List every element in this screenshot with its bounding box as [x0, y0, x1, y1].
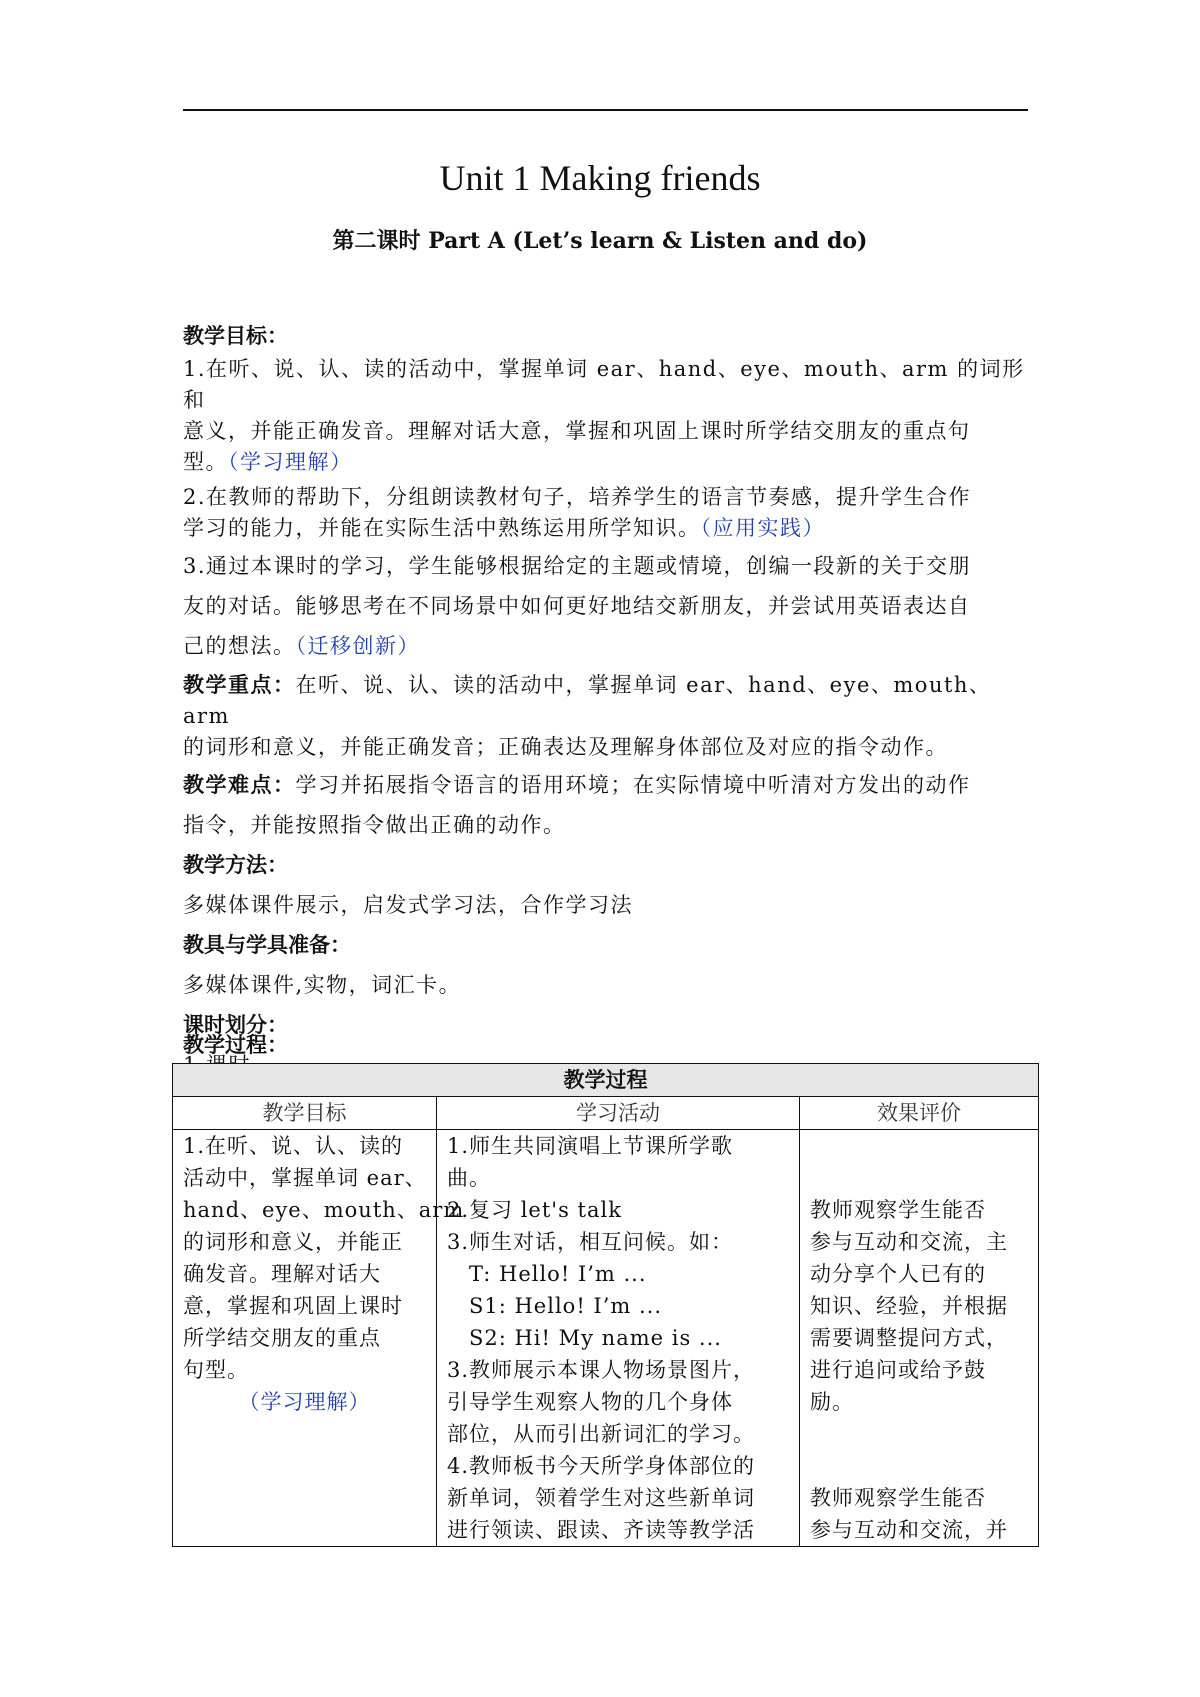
goal-3-line-3	[183, 626, 1028, 666]
goal-cell	[173, 1130, 465, 1547]
key-points-heading: 教学重点：	[183, 673, 296, 697]
goal-cell-line: 所学结交朋友的重点	[183, 1326, 381, 1350]
process-table-title: 教学过程	[173, 1064, 1039, 1097]
difficulties-heading: 教学难点：	[183, 773, 296, 797]
eval-line: 动分享个人已有的	[810, 1262, 986, 1286]
header-rule	[183, 109, 1028, 111]
tools-heading: 教具与学具准备：	[183, 933, 351, 957]
goal-cell-line: 1.在听、说、认、读的	[183, 1134, 404, 1158]
key-points-line-1	[183, 670, 1028, 732]
goal-1-line-3	[183, 447, 1028, 478]
lesson-body	[183, 318, 1028, 1085]
col-head-eval: 效果评价	[800, 1097, 1039, 1130]
activity-line: 3.教师展示本课人物场景图片，	[447, 1358, 756, 1382]
goal-cell-line: 句型。	[183, 1358, 249, 1382]
activity-line: 2.复习 let's talk	[447, 1198, 622, 1222]
eval-cell	[800, 1130, 1039, 1547]
col-head-goal: 教学目标	[173, 1097, 437, 1130]
eval-line: 参与互动和交流，主	[810, 1230, 1008, 1254]
goal-1-line-3-text: 型。	[183, 450, 228, 474]
goal-3-line-1: 3.通过本课时的学习，学生能够根据给定的主题或情境，创编一段新的关于交朋	[183, 554, 972, 578]
goal-2-tag: （应用实践）	[700, 516, 825, 540]
col-head-activity: 学习活动	[437, 1097, 800, 1130]
difficulties-line-1	[183, 765, 1028, 805]
goal-3-tag: （迁移创新）	[295, 634, 420, 658]
methods-text: 多媒体课件展示，启发式学习法，合作学习法	[183, 893, 633, 917]
goal-cell-line: hand、eye、mouth、arm	[183, 1198, 465, 1222]
key-points	[183, 670, 1028, 763]
process-table	[172, 1063, 1039, 1547]
activity-line: 4.教师板书今天所学身体部位的	[447, 1454, 756, 1478]
eval-line: 教师观察学生能否	[810, 1198, 986, 1222]
eval-line: 教师观察学生能否	[810, 1486, 986, 1510]
goal-2-line-1: 2.在教师的帮助下，分组朗读教材句子，培养学生的语言节奏感，提升学生合作	[183, 485, 972, 509]
goal-cell-line: 意，掌握和巩固上课时	[183, 1294, 403, 1318]
activity-line: S2: Hi! My name is ...	[469, 1326, 722, 1350]
tools-text: 多媒体课件,实物，词汇卡。	[183, 973, 462, 997]
goal-item-3	[183, 546, 1028, 666]
eval-line: 进行追问或给予鼓	[810, 1358, 986, 1382]
goal-item-2	[183, 482, 1028, 544]
page-title: Unit 1 Making friends	[439, 158, 761, 198]
key-points-line-2: 的词形和意义，并能正确发音；正确表达及理解身体部位及对应的指令动作。	[183, 735, 948, 759]
activity-line: T: Hello! I’m ...	[469, 1262, 647, 1286]
goal-1-line-1: 1.在听、说、认、读的活动中，掌握单词 ear、hand、eye、mouth、arm 的词形和	[183, 357, 1025, 412]
activity-line: 引导学生观察人物的几个身体	[447, 1390, 733, 1414]
methods-heading: 教学方法：	[183, 853, 288, 877]
goal-1-tag: （学习理解）	[228, 450, 353, 474]
goal-1-line-2: 意义，并能正确发音。理解对话大意，掌握和巩固上课时所学结交朋友的重点句	[183, 419, 971, 443]
page-subtitle: 第二课时 Part A (Let’s learn & Listen and do)	[332, 228, 868, 254]
goal-item-1	[183, 354, 1028, 478]
activity-line: 进行领读、跟读、齐读等教学活	[447, 1518, 755, 1542]
goal-cell-line: 活动中，掌握单词 ear、	[183, 1166, 427, 1190]
goal-cell-line: 的词形和意义，并能正	[183, 1230, 403, 1254]
activity-line: S1: Hello! I’m ...	[469, 1294, 663, 1318]
activity-line: 部位，从而引出新词汇的学习。	[447, 1422, 755, 1446]
difficulties-line-1-text: 学习并拓展指令语言的语用环境；在实际情境中听清对方发出的动作	[295, 773, 971, 797]
eval-line: 知识、经验，并根据	[810, 1294, 1008, 1318]
difficulties-line-2: 指令，并能按照指令做出正确的动作。	[183, 813, 566, 837]
activity-line: 3.师生对话，相互问候。如：	[447, 1230, 734, 1254]
process-heading: 教学过程：	[183, 1033, 288, 1057]
goal-3-line-2: 友的对话。能够思考在不同场景中如何更好地结交新朋友，并尝试用英语表达自	[183, 594, 971, 618]
goal-cell-tag: （学习理解）	[238, 1390, 371, 1414]
tools	[183, 925, 1028, 1005]
activity-line: 1.师生共同演唱上节课所学歌	[447, 1134, 734, 1158]
eval-line: 需要调整提问方式，	[810, 1326, 1008, 1350]
methods	[183, 845, 1028, 925]
goal-2-line-2	[183, 513, 1028, 544]
key-points-line-1-text: 在听、说、认、读的活动中，掌握单词 ear、hand、eye、mouth、arm	[183, 673, 992, 728]
eval-line: 参与互动和交流，并	[810, 1518, 1008, 1542]
difficulties	[183, 765, 1028, 845]
eval-line: 励。	[810, 1390, 854, 1414]
goal-cell-line: 确发音。理解对话大	[183, 1262, 381, 1286]
goal-3-line-3-text: 己的想法。	[183, 634, 296, 658]
goals-heading: 教学目标：	[183, 324, 288, 348]
hours-heading: 课时划分：	[183, 1013, 288, 1037]
table-row	[173, 1130, 1039, 1547]
activity-cell	[437, 1130, 800, 1547]
activity-line: 新单词，领着学生对这些新单词	[447, 1486, 755, 1510]
activity-line: 曲。	[447, 1166, 491, 1190]
goal-2-line-2-text: 学习的能力，并能在实际生活中熟练运用所学知识。	[183, 516, 701, 540]
